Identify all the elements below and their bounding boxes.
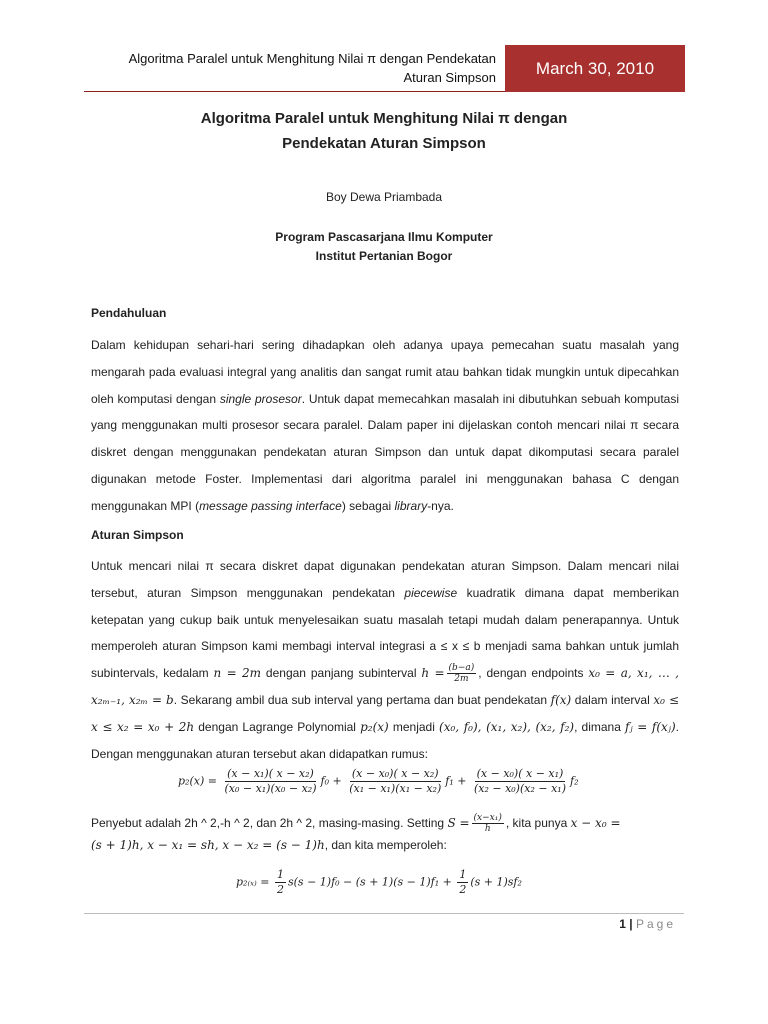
header-title-line2: Aturan Simpson [403, 70, 496, 85]
fraction [457, 868, 468, 897]
intro-italic-term: single prosesor [219, 391, 302, 406]
intro-text: -nya. [427, 498, 454, 513]
simpson-text: . Dengan menggunakan aturan tersebut akan didapatkan rumus: [91, 719, 680, 761]
simpson-text: menjadi [388, 719, 440, 734]
math-inline: n = 2m [213, 666, 262, 681]
page-number: 1 [619, 917, 626, 931]
body-text: , kita punya [505, 816, 571, 830]
math-inline-h [421, 663, 478, 685]
math-inline: (x₀, f₀), (x₁, x₂), (x₂, f₂) [439, 719, 575, 734]
header-date: March 30, 2010 [505, 45, 685, 92]
fraction-denominator: h [484, 824, 491, 834]
math-inline: x₀ = a, x₁, … , x₂ₘ₋₁, x₂ₘ = b [91, 666, 679, 707]
math-inline: f(x) [550, 692, 572, 707]
header-title [84, 49, 496, 87]
fraction-denominator: 2m [454, 674, 469, 685]
math-inline: x − x₀ = [570, 816, 621, 830]
affiliation-line1: Program Pascasarjana Ilmu Komputer [275, 230, 493, 244]
math-text: s(s − 1)f₀ − (s + 1)(s − 1)f₁ + [287, 875, 452, 889]
simpson-text: Untuk mencari nilai π secara diskret dapat digunakan pendekatan aturan Simpson. Dalam mencari nilai tersebut, aturan Simpson menggunakan pendekatan [91, 559, 679, 600]
section-heading-aturan-simpson: Aturan Simpson [91, 528, 184, 542]
intro-italic-term: message passing interface [199, 498, 342, 513]
after-equation-paragraph [91, 812, 679, 856]
author: Boy Dewa Priambada [325, 190, 443, 204]
header-rule [84, 91, 505, 92]
simpson-text: , dimana [574, 719, 626, 734]
math-inline-s [447, 813, 505, 834]
math-text: p₂₍ₓ₎ = [236, 875, 270, 889]
footer-rule [84, 913, 684, 914]
intro-text: ) sebagai [341, 498, 395, 513]
equation-lagrange [178, 767, 578, 796]
math-text: f₁ + [445, 774, 467, 788]
header-title-line1: Algoritma Paralel untuk Menghitung Nilai π dengan Pendekatan [128, 51, 496, 66]
body-text: , dan kita memperoleh: [324, 838, 447, 852]
intro-text: . Untuk dapat memecahkan masalah ini dibutuhkan sebuah komputasi yang menggunakan multi prosesor secara paralel. Dalam paper ini dijelaskan contoh mencari nilai π secara diskret dengan menggunakan pendekatan aturan Simpson dan untuk dapat dikomputasi secara paralel digunakan metode Foster. Implementasi dari algoritma paralel ini menggunakan bahasa C dengan menggunakan MPI ( [91, 391, 679, 513]
math-inline: p₂(x) [360, 719, 389, 734]
intro-italic-term: library [394, 498, 428, 513]
fraction [275, 868, 286, 897]
body-text: Penyebut adalah 2h ^ 2,-h ^ 2, dan 2h ^ 2, masing-masing. Setting [91, 816, 448, 830]
fraction-denominator: (x₀ − x₁)(x₀ − x₂) [224, 782, 317, 795]
simpson-text: dengan Lagrange Polynomial [194, 719, 361, 734]
math-inline: fⱼ = f(xⱼ) [625, 719, 676, 734]
doc-title-line1: Algoritma Paralel untuk Menghitung Nilai π dengan [200, 110, 568, 127]
fraction-numerator: (x − x₀)( x − x₁) [476, 767, 564, 780]
simpson-text: , dengan endpoints [478, 666, 589, 681]
simpson-italic-term: piecewise [404, 585, 458, 600]
affiliation-line2: Institut Pertanian Bogor [315, 249, 453, 263]
fraction [447, 663, 477, 684]
math-text: p₂(x) = [178, 774, 217, 788]
section-heading-pendahuluan: Pendahuluan [91, 306, 167, 320]
fraction-numerator: (x − x₀)( x − x₂) [351, 767, 439, 780]
fraction [347, 767, 443, 796]
simpson-text: dengan panjang subinterval [261, 666, 422, 681]
simpson-text: dalam interval [571, 692, 654, 707]
math-inline: x₀ ≤ x ≤ x₂ = x₀ + 2h [91, 692, 680, 734]
fraction-denominator: (x₁ − x₁)(x₁ − x₂) [349, 782, 442, 795]
simpson-text: kuadratik dimana dapat memberikan ketepatan yang cukup baik untuk menyelesaikan suatu masalah tetapi mudah dalam penerapannya. Untuk memperoleh aturan Simpson kami membagi interval integrasi a ≤ x ≤ b menjadi sama bahkan untuk jumlah subintervals, kedalam [91, 585, 679, 681]
fraction [472, 767, 568, 796]
math-text: f₂ [570, 774, 579, 788]
simpson-paragraph [91, 553, 679, 767]
intro-paragraph [91, 332, 679, 520]
equation-final [236, 868, 522, 897]
fraction-numerator: 1 [276, 868, 284, 881]
fraction-numerator: 1 [459, 868, 467, 881]
page-footer [560, 917, 676, 931]
fraction-denominator: 2 [459, 883, 467, 896]
fraction-numerator: (x − x₁)( x − x₂) [227, 767, 314, 780]
fraction [222, 767, 318, 796]
intro-text: Dalam kehidupan sehari-hari sering dihadapkan oleh adanya upaya pemecahan suatu masalah yang mengarah pada evaluasi integral yang analitis dan sangat rumit atau bahkan tidak mungkin untuk dipecahkan oleh komputasi dengan [91, 338, 679, 406]
fraction [472, 813, 504, 834]
fraction-numerator: (b−a) [448, 663, 475, 674]
doc-title-line2: Pendekatan Aturan Simpson [282, 135, 486, 152]
math-text: (s + 1)sf₂ [470, 875, 522, 889]
simpson-text: . Sekarang ambil dua sub interval yang pertama dan buat pendekatan [173, 692, 551, 707]
page-label: Page [635, 917, 676, 931]
math-inline: (s + 1)h, x − x₁ = sh, x − x₂ = (s − 1)h [91, 838, 325, 852]
fraction-denominator: (x₂ − x₀)(x₂ − x₁) [473, 782, 566, 795]
footer-separator: | [629, 917, 633, 931]
math-text: S = [447, 816, 470, 830]
fraction-denominator: 2 [276, 883, 284, 896]
math-text: f₀ + [320, 774, 342, 788]
math-text: h = [421, 666, 445, 681]
fraction-numerator: (x−x₁) [473, 813, 502, 823]
